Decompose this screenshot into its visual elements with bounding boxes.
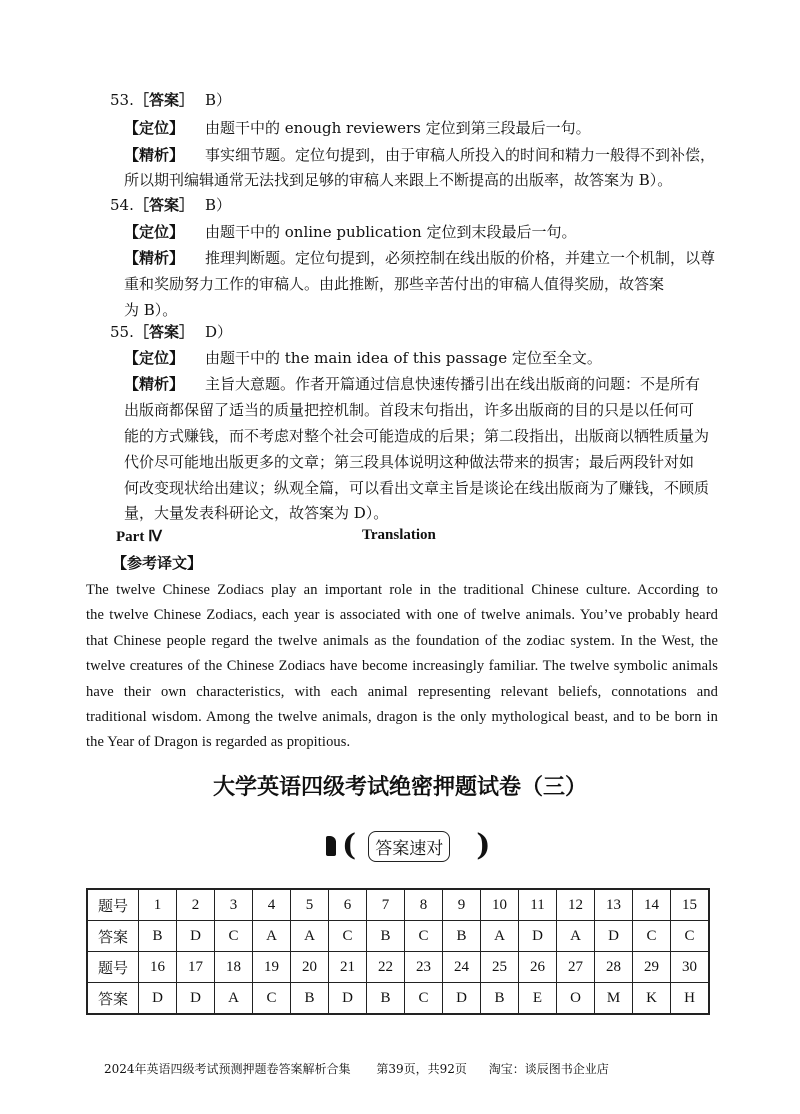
page-footer [104, 1060, 609, 1077]
analysis-line: 主旨大意题。作者开篇通过信息快速传播引出在线出版商的问题：不是所有 [205, 375, 701, 393]
table-cell: 17 [177, 952, 215, 983]
quick-answers-label: 答案速对 [368, 831, 450, 862]
table-cell: 23 [405, 952, 443, 983]
table-cell: C [671, 921, 710, 952]
translation-line: twelve creatures of the Chinese Zodiacs have become increasingly familiar. The twelve symbolic animals [86, 658, 718, 675]
translation-line: traditional wisdom. Among the twelve animals, dragon is the only mythological beast, and to be born in [86, 709, 718, 725]
row-header: 题号 [87, 952, 139, 983]
quick-answers-heading [326, 830, 490, 862]
table-cell: 29 [633, 952, 671, 983]
part-title: Translation [362, 527, 436, 543]
table-cell: 3 [215, 889, 253, 921]
analysis-line: 能的方式赚钱，而不考虑对整个社会可能造成的后果；第二段指出，出版商以牺牲质量为 [124, 427, 710, 445]
table-cell: 2 [177, 889, 215, 921]
table-cell: 9 [443, 889, 481, 921]
question-number: 54. [110, 196, 134, 214]
table-cell: C [405, 921, 443, 952]
table-cell: 24 [443, 952, 481, 983]
table-cell: D [177, 983, 215, 1015]
table-cell: 20 [291, 952, 329, 983]
table-row [87, 889, 709, 921]
table-cell: D [177, 921, 215, 952]
analysis-line: 量，大量发表科研论文，故答案为 D）。 [124, 504, 389, 522]
table-cell: D [519, 921, 557, 952]
table-cell: 21 [329, 952, 367, 983]
table-cell: B [481, 983, 519, 1015]
table-cell: 1 [139, 889, 177, 921]
table-cell: 14 [633, 889, 671, 921]
part-label: Part Ⅳ [116, 529, 162, 545]
table-cell: B [139, 921, 177, 952]
table-cell: K [633, 983, 671, 1015]
table-cell: D [329, 983, 367, 1015]
table-cell: O [557, 983, 595, 1015]
locate-label: 【定位】 [124, 349, 185, 367]
table-cell: 19 [253, 952, 291, 983]
table-cell: C [253, 983, 291, 1015]
analysis-line: 推理判断题。定位句提到，必须控制在线出版的价格，并建立一个机制，以尊 [205, 249, 716, 267]
table-row [87, 952, 709, 983]
table-cell: B [443, 921, 481, 952]
table-cell: A [481, 921, 519, 952]
question-number: 53. [110, 91, 134, 109]
table-cell: 10 [481, 889, 519, 921]
analysis-line: 出版商都保留了适当的质量把控机制。首段末句指出，许多出版商的目的只是以任何可 [124, 401, 695, 419]
bracket-right: ) [476, 828, 491, 863]
footer-collection: 2024年英语四级考试预测押题卷答案解析合集 [104, 1062, 351, 1076]
locate-text: 由题干中的 online publication 定位到末段最后一句。 [205, 223, 577, 241]
table-cell: 12 [557, 889, 595, 921]
answer-label: ［答案］ [134, 196, 195, 214]
footer-shop: 淘宝：谈辰图书企业店 [488, 1062, 609, 1076]
answer-value: D） [205, 323, 233, 341]
answer-value: B） [205, 196, 232, 214]
table-cell: C [215, 921, 253, 952]
locate-text: 由题干中的 the main idea of this passage 定位至全文。 [205, 349, 602, 367]
table-cell: 28 [595, 952, 633, 983]
analysis-line: 代价尽可能地出版更多的文章；第三段具体说明这种做法带来的损害；最后两段针对如 [124, 453, 695, 471]
table-cell: 26 [519, 952, 557, 983]
table-cell: C [405, 983, 443, 1015]
bracket-left: ( [342, 828, 357, 863]
analysis-label: 【精析】 [124, 146, 185, 164]
document-icon [326, 836, 336, 856]
question-number: 55. [110, 323, 134, 341]
locate-text: 由题干中的 enough reviewers 定位到第三段最后一句。 [205, 119, 591, 137]
table-cell: 13 [595, 889, 633, 921]
table-cell: B [367, 983, 405, 1015]
table-cell: H [671, 983, 710, 1015]
table-cell: 15 [671, 889, 710, 921]
locate-label: 【定位】 [124, 223, 185, 241]
translation-line: the twelve Chinese Zodiacs, each year is associated with one of twelve animals. You’ve probably heard [86, 607, 718, 624]
reference-label: 【参考译文】 [112, 554, 203, 572]
table-cell: B [367, 921, 405, 952]
table-cell: A [291, 921, 329, 952]
analysis-label: 【精析】 [124, 249, 185, 267]
table-cell: A [215, 983, 253, 1015]
table-cell: 4 [253, 889, 291, 921]
table-cell: 6 [329, 889, 367, 921]
table-cell: 25 [481, 952, 519, 983]
analysis-line: 重和奖励努力工作的审稿人。由此推断，那些辛苦付出的审稿人值得奖励，故答案 [124, 275, 665, 293]
answer-value: B） [205, 91, 232, 109]
table-cell: 8 [405, 889, 443, 921]
table-cell: 7 [367, 889, 405, 921]
answer-table [86, 888, 710, 1015]
answer-label: ［答案］ [134, 91, 195, 109]
analysis-line: 何改变现状给出建议；纵观全篇，可以看出文章主旨是谈论在线出版商为了赚钱，不顾质 [124, 479, 710, 497]
table-cell: B [291, 983, 329, 1015]
table-row [87, 921, 709, 952]
table-cell: C [329, 921, 367, 952]
footer-page: 第39页，共92页 [376, 1062, 467, 1076]
table-cell: 30 [671, 952, 710, 983]
translation-line: have their own characteristics, with each animal representing relevant beliefs, connotations and [86, 683, 718, 700]
table-row [87, 983, 709, 1015]
table-cell: A [253, 921, 291, 952]
table-cell: 16 [139, 952, 177, 983]
row-header: 答案 [87, 983, 139, 1015]
translation-line: that Chinese people regard the twelve animals as the foundation of the zodiac system. In the West, the [86, 632, 718, 649]
analysis-line: 所以期刊编辑通常无法找到足够的审稿人来跟上不断提高的出版率，故答案为 B）。 [124, 171, 673, 189]
translation-line: The twelve Chinese Zodiacs play an important role in the traditional Chinese culture. According to [86, 582, 718, 598]
row-header: 答案 [87, 921, 139, 952]
analysis-line: 事实细节题。定位句提到，由于审稿人所投入的时间和精力一般得不到补偿， [205, 146, 716, 164]
table-cell: 18 [215, 952, 253, 983]
table-cell: 27 [557, 952, 595, 983]
table-cell: D [139, 983, 177, 1015]
table-cell: C [633, 921, 671, 952]
row-header: 题号 [87, 889, 139, 921]
analysis-line: 为 B）。 [124, 301, 178, 319]
table-cell: A [557, 921, 595, 952]
exam-title: 大学英语四级考试绝密押题试卷（三） [212, 775, 587, 800]
translation-line: the Year of Dragon is regarded as propitious. [86, 734, 351, 751]
analysis-label: 【精析】 [124, 375, 185, 393]
table-cell: D [595, 921, 633, 952]
answer-label: ［答案］ [134, 323, 195, 341]
table-cell: 22 [367, 952, 405, 983]
table-cell: D [443, 983, 481, 1015]
table-cell: 5 [291, 889, 329, 921]
table-cell: E [519, 983, 557, 1015]
table-cell: M [595, 983, 633, 1015]
table-cell: 11 [519, 889, 557, 921]
locate-label: 【定位】 [124, 119, 185, 137]
